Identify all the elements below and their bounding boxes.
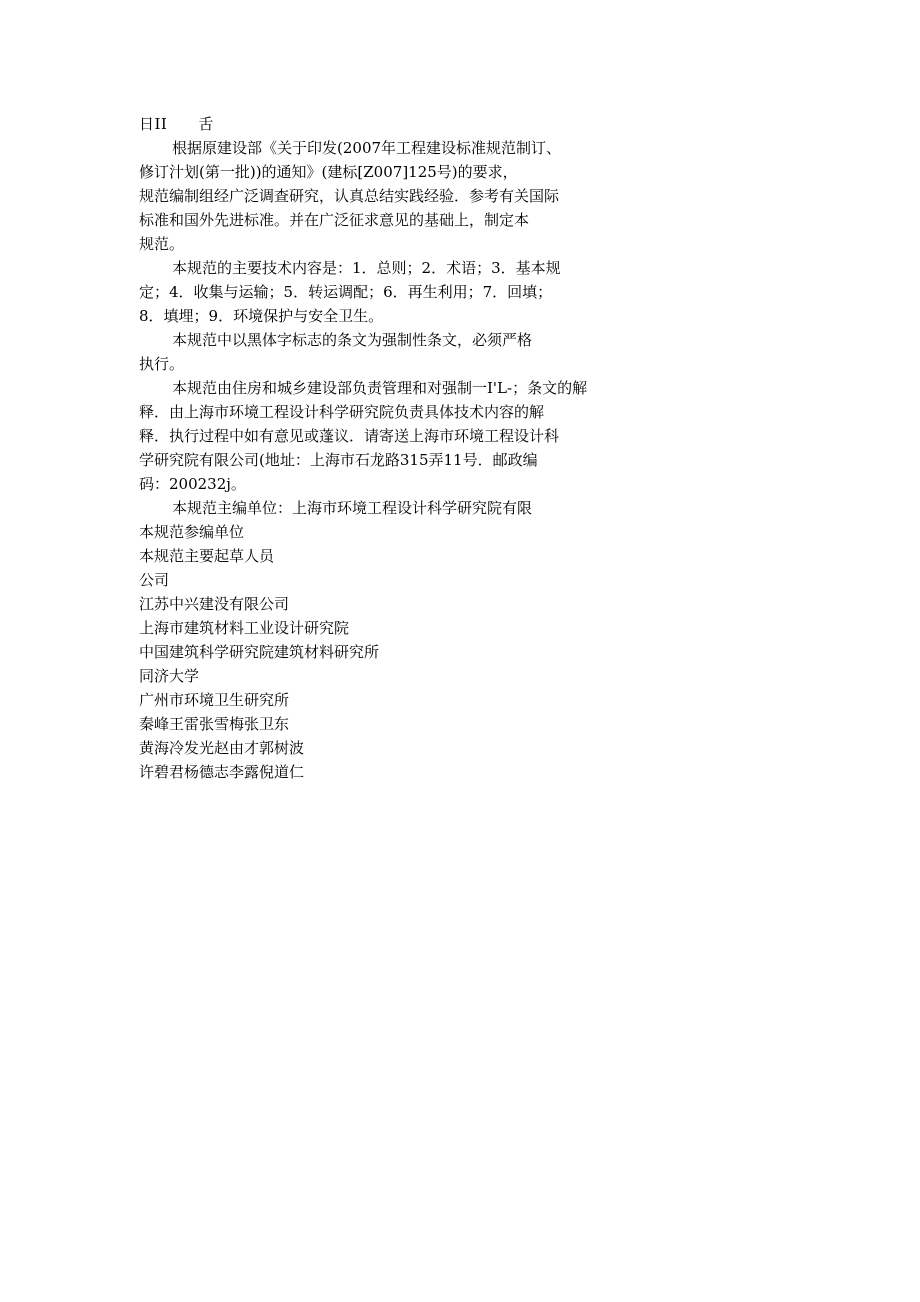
text-line: 释．执行过程中如有意见或蓬议．请寄送上海市环境工程设计科 [139, 427, 560, 445]
text-line: 8．填埋；9．环境保护与安全卫生。 [139, 307, 384, 325]
text-line: 广州市环境卫生研究所 [139, 691, 290, 709]
text-line: 根据原建设部《关于印发(2007年工程建设标准规范制订、 [172, 139, 562, 157]
text-line: 本规范的主要技术内容是：1．总则；2．术语；3．基本规 [172, 259, 561, 277]
text-line: 执行。 [139, 355, 185, 373]
text-line: 释．由上海市环境工程设计科学研究院负责具体技术内容的解 [139, 403, 545, 421]
text-line: 中国建筑科学研究院建筑材料研究所 [139, 643, 380, 661]
text-line: 规范编制组经广泛调查研究，认真总结实践经验．参考有关国际 [139, 187, 560, 205]
text-line: 修订汁划(第一批))的通知》(建标[Z007]125号)的要求， [139, 163, 518, 181]
text-line: 本规范主编单位：上海市环境工程设计科学研究院有限 [172, 499, 533, 517]
text-line: 黄海冷发光赵由才郭树波 [139, 739, 305, 757]
text-line: 本规范中以黑体字标志的条文为强制性条文，必须严格 [172, 331, 533, 349]
text-line: 码：200232j。 [139, 475, 246, 493]
text-line: 上海市建筑材料工业设计研究院 [139, 619, 350, 637]
text-line: 规范。 [139, 235, 185, 253]
text-line: 秦峰王雷张雪梅张卫东 [139, 715, 290, 733]
text-line: 许碧君杨德志李露倪道仁 [139, 763, 305, 781]
text-line: 江苏中兴建没有限公司 [139, 595, 290, 613]
text-line: 本规范主要起草人员 [139, 547, 275, 565]
document-heading: 日II 舌 [139, 115, 214, 133]
document-text-lines [139, 136, 659, 784]
text-line: 学研究院有限公司(地址：上海市石龙路315弄11号．邮政编 [139, 451, 538, 469]
text-line: 公司 [139, 571, 170, 589]
document-body [139, 112, 659, 784]
text-line: 定；4．收集与运输；5．转运调配；6．再生利用；7．回填； [139, 283, 553, 301]
text-line: 标准和国外先进标准。并在广泛征求意见的基础上，制定本 [139, 211, 530, 229]
text-line: 本规范参编单位 [139, 523, 245, 541]
text-line: 同济大学 [139, 667, 200, 685]
text-line: 本规范由住房和城乡建设部负责管理和对强制一I'L-；条文的解 [172, 379, 588, 397]
